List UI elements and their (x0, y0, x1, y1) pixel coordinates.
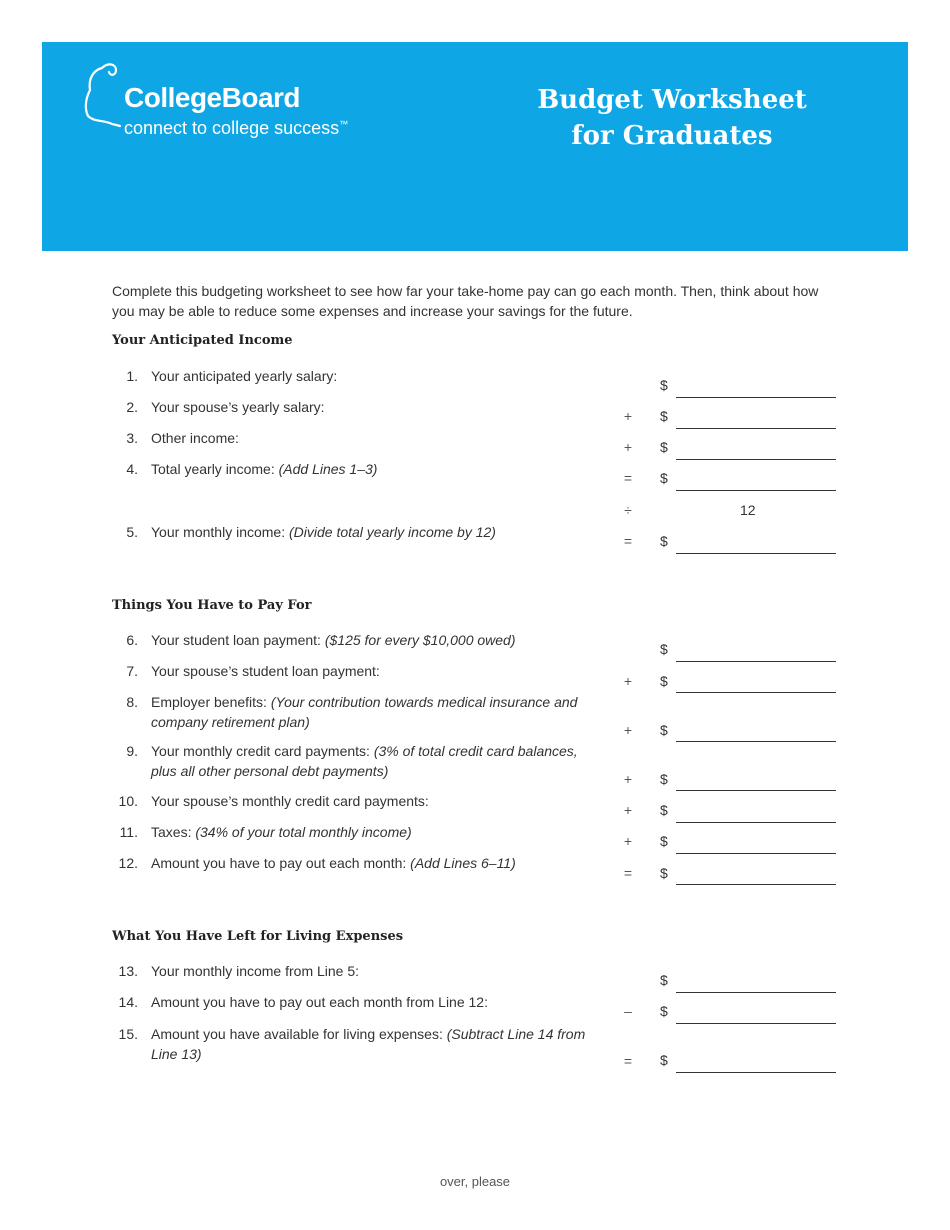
line-label: Amount you have available for living expenses: (Subtract Line 14 from Line 13) (151, 1026, 586, 1062)
line-label: Total yearly income: (Add Lines 1–3) (151, 461, 378, 477)
amount-field-5[interactable] (676, 533, 836, 554)
line-label: Amount you have to pay out each month from Line 12: (151, 994, 488, 1010)
operator-plus: + (623, 771, 633, 787)
dollar-sign: $ (660, 833, 668, 849)
line-label: Your spouse’s yearly salary: (151, 399, 325, 415)
line-number: 5. (126, 524, 138, 540)
line-number: 7. (126, 663, 138, 679)
line-number: 12. (118, 855, 138, 871)
operator-plus: + (623, 408, 633, 424)
line-label: Other income: (151, 430, 239, 446)
amount-field-6[interactable] (676, 641, 836, 662)
operator-plus: + (623, 439, 633, 455)
line-number: 1. (126, 368, 138, 384)
operator-equals: = (623, 533, 633, 549)
dollar-sign: $ (660, 377, 668, 393)
footer-note: over, please (439, 1174, 511, 1189)
dollar-sign: $ (660, 533, 668, 549)
line-number: 6. (126, 632, 138, 648)
amount-field-10[interactable] (676, 802, 836, 823)
line-number: 15. (118, 1026, 138, 1042)
line-label: Your spouse’s monthly credit card payments: (151, 793, 429, 809)
line-label: Employer benefits: (Your contribution towards medical insurance and company retirement plan) (151, 694, 578, 730)
dollar-sign: $ (660, 972, 668, 988)
operator-divide: ÷ (624, 502, 632, 518)
amount-field-4[interactable] (676, 470, 836, 491)
line-number: 11. (119, 824, 138, 840)
amount-field-7[interactable] (676, 672, 836, 693)
title-line-1: Budget Worksheet (537, 85, 807, 115)
dollar-sign: $ (660, 1003, 668, 1019)
section-title-expenses: Things You Have to Pay For (112, 598, 312, 613)
line-label: Your spouse’s student loan payment: (151, 663, 380, 679)
dollar-sign: $ (660, 722, 668, 738)
amount-field-1[interactable] (676, 377, 836, 398)
amount-field-13[interactable] (676, 972, 836, 993)
line-number: 3. (126, 430, 138, 446)
line-label: Your monthly income: (Divide total yearly income by 12) (151, 524, 496, 540)
dollar-sign: $ (660, 470, 668, 486)
dollar-sign: $ (660, 1052, 668, 1068)
line-label: Your student loan payment: ($125 for every $10,000 owed) (151, 632, 516, 648)
line-label: Your anticipated yearly salary: (151, 368, 338, 384)
amount-field-2[interactable] (676, 408, 836, 429)
dollar-sign: $ (660, 802, 668, 818)
line-number: 8. (126, 694, 138, 710)
line-label: Taxes: (34% of your total monthly income) (151, 824, 412, 840)
line-label: Your monthly income from Line 5: (151, 963, 360, 979)
header-banner (42, 42, 908, 251)
line-number: 10. (118, 793, 138, 809)
dollar-sign: $ (660, 439, 668, 455)
section-title-living-expenses: What You Have Left for Living Expenses (112, 929, 404, 944)
amount-field-11[interactable] (676, 833, 836, 854)
logo-name: CollegeBoard (124, 82, 301, 113)
operator-equals: = (623, 470, 633, 486)
amount-field-8[interactable] (676, 721, 836, 742)
acorn-logo-icon (82, 60, 122, 130)
operator-equals: = (623, 865, 633, 881)
line-number: 14. (118, 994, 138, 1010)
amount-field-3[interactable] (676, 439, 836, 460)
dollar-sign: $ (660, 865, 668, 881)
operator-equals: = (623, 1053, 633, 1069)
intro-text: Complete this budgeting worksheet to see how far your take-home pay can go each month. Then, think about how you may be able to reduce some expenses and increase your savings for the future. (112, 283, 819, 319)
line-label: Amount you have to pay out each month: (Add Lines 6–11) (151, 855, 516, 871)
line-number: 2. (126, 399, 138, 415)
amount-field-9[interactable] (676, 770, 836, 791)
line-label: Your monthly credit card payments: (3% of total credit card balances, plus all other personal debt payments) (151, 743, 578, 779)
line-number: 4. (126, 461, 138, 477)
line-number: 13. (118, 963, 138, 979)
amount-field-12[interactable] (676, 864, 836, 885)
page-title (462, 82, 882, 154)
amount-field-15[interactable] (676, 1052, 836, 1073)
amount-field-14[interactable] (676, 1003, 836, 1024)
divisor-value: 12 (740, 502, 756, 518)
operator-plus: + (623, 673, 633, 689)
operator-plus: + (623, 802, 633, 818)
title-line-2: for Graduates (571, 121, 773, 151)
line-number: 9. (126, 743, 138, 759)
dollar-sign: $ (660, 673, 668, 689)
section-title-income: Your Anticipated Income (112, 333, 293, 348)
dollar-sign: $ (660, 771, 668, 787)
dollar-sign: $ (660, 408, 668, 424)
operator-plus: + (623, 722, 633, 738)
dollar-sign: $ (660, 641, 668, 657)
operator-plus: + (623, 833, 633, 849)
operator-minus: – (624, 1003, 632, 1019)
logo-tagline: connect to college success™ (124, 118, 349, 138)
